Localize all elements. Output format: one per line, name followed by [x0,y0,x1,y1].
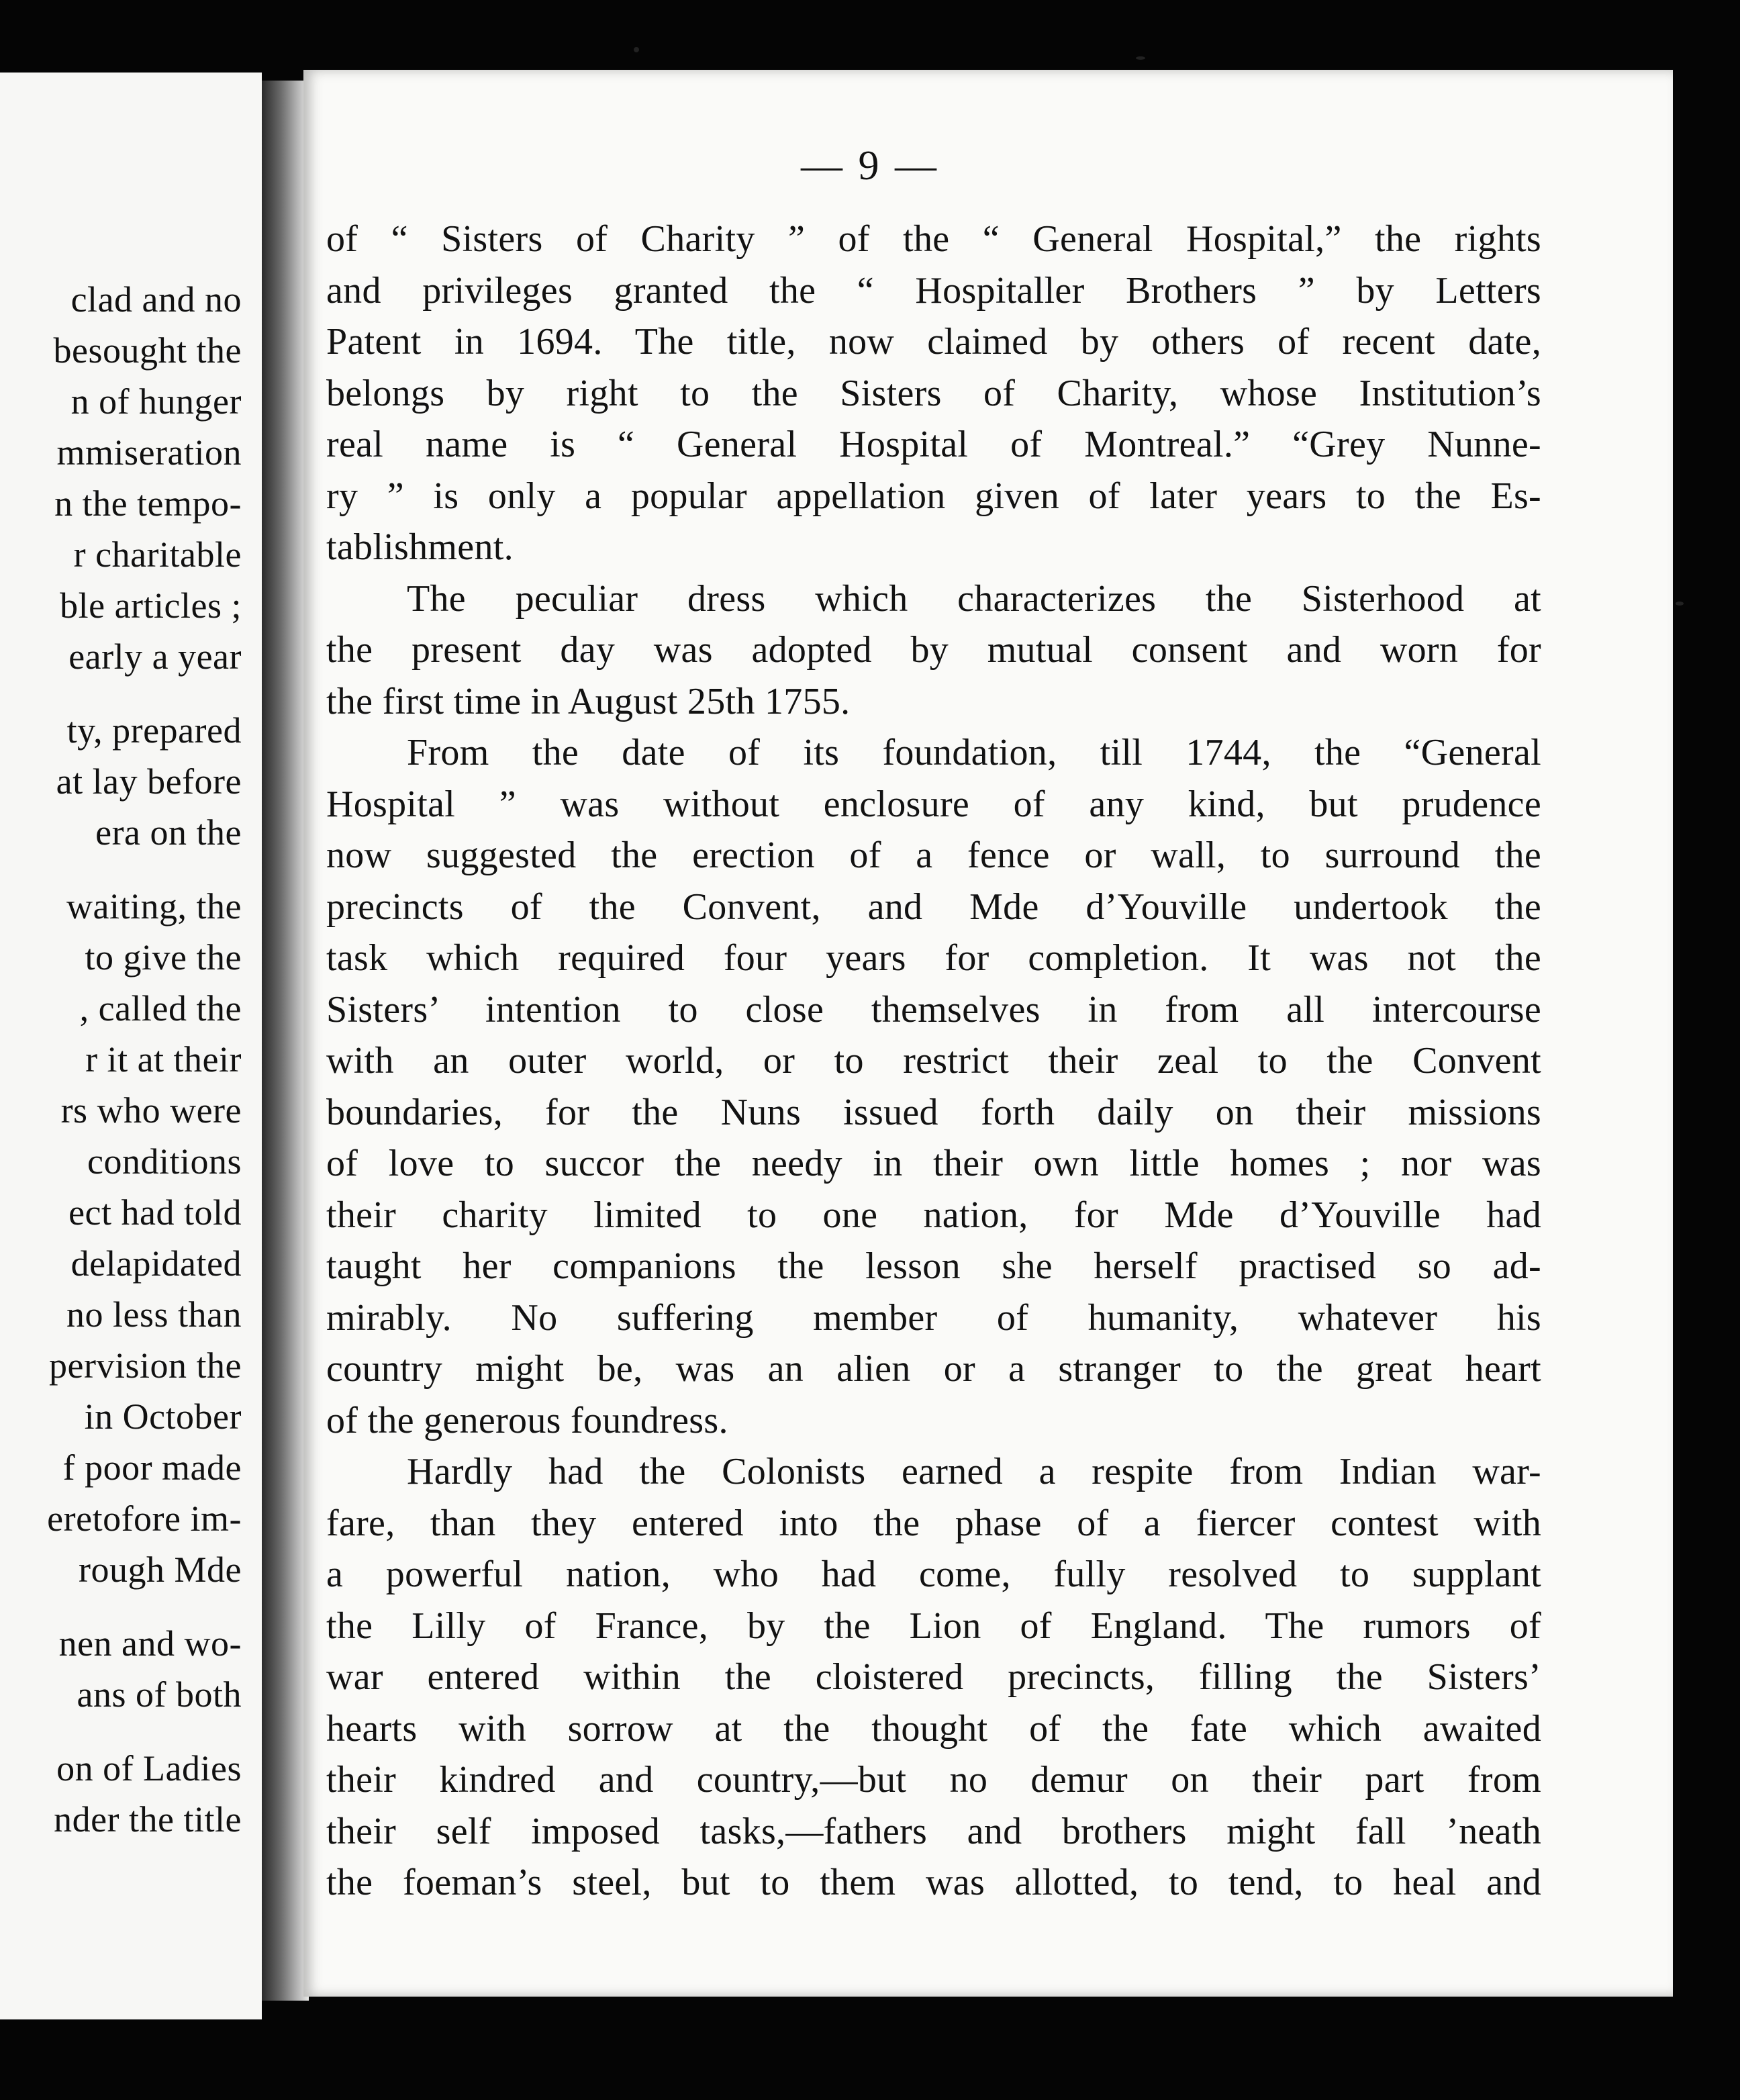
text-line: From the date of its foundation, till 1744, the “General [407,732,1541,773]
previous-page [0,73,262,2019]
text-line: belongs by right to the Sisters of Charity, whose Institution’s [326,372,1541,414]
book-gutter [262,81,309,2001]
previous-page-line: pervision the [49,1345,242,1386]
text-line: The peculiar dress which characterizes the Sisterhood at [407,577,1541,620]
text-line: now suggested the erection of a fence or wall, to surround the [326,834,1541,876]
text-line: task which required four years for completion. It was not the [326,937,1541,979]
text-line: of “ Sisters of Charity ” of the “ General Hospital,” the rights [326,218,1541,260]
previous-page-line: delapidated [70,1243,242,1284]
previous-page-line: to give the [85,937,242,977]
text-line: fare, than they entered into the phase of a fiercer contest with [326,1502,1541,1544]
text-line: the first time in August 25th 1755. [326,680,851,722]
paragraph [326,213,1541,573]
text-line: of love to succor the needy in their own little homes ; nor was [326,1143,1541,1184]
text-line: Hardly had the Colonists earned a respite from Indian war- [407,1451,1541,1492]
previous-page-line: conditions [87,1141,242,1182]
text-line: the Lilly of France, by the Lion of England. The rumors of [326,1605,1541,1647]
previous-page-line: early a year [68,636,242,677]
previous-page-line: eretofore im- [47,1498,242,1539]
previous-page-line: f poor made [62,1447,242,1488]
page-number: — 9 — [801,143,939,189]
previous-page-line: besought the [53,330,242,371]
text-line: the foeman’s steel, but to them was allotted, to tend, to heal and [326,1862,1541,1903]
text-line: Sisters’ intention to close themselves in from all intercourse [326,988,1541,1031]
text-line: boundaries, for the Nuns issued forth daily on their missions [326,1091,1541,1133]
previous-page-line: nder the title [54,1799,242,1840]
previous-page-line: ans of both [77,1674,242,1715]
text-line: their kindred and country,—but no demur on their part from [326,1759,1541,1801]
previous-page-line: waiting, the [66,886,242,926]
previous-page-line: mmiseration [56,432,242,473]
paragraph [326,573,1541,728]
text-line: the present day was adopted by mutual consent and worn for [326,629,1541,671]
previous-page-line: no less than [66,1294,242,1335]
text-line: hearts with sorrow at the thought of the fate which awaited [326,1707,1541,1750]
paragraph [326,1446,1541,1909]
text-line: ry ” is only a popular appellation given of later years to the Es- [326,475,1541,517]
previous-page-line: r charitable [73,534,242,575]
scan-speck [634,47,639,52]
text-line: mirably. No suffering member of humanity, whatever his [326,1296,1541,1339]
previous-page-line: at lay before [56,761,242,802]
text-line: and privileges granted the “ Hospitaller Brothers ” by Letters [326,269,1541,312]
paragraph [326,727,1541,1446]
scan-speck [1676,602,1684,606]
previous-page-line: ect had told [68,1192,242,1233]
text-line: with an outer world, or to restrict their zeal to the Convent [326,1040,1541,1082]
previous-page-line: r it at their [85,1039,242,1080]
previous-page-line: era on the [95,812,242,853]
text-line: precincts of the Convent, and Mde d’Youville undertook the [326,886,1541,928]
previous-page-line: rough Mde [79,1549,242,1590]
previous-page-line: n of hunger [70,381,242,422]
previous-page-line: n the tempo- [54,483,242,524]
text-line: their self imposed tasks,—fathers and brothers might fall ’neath [326,1810,1541,1852]
text-line: taught her companions the lesson she herself practised so ad- [326,1245,1541,1287]
text-line: Patent in 1694. The title, now claimed by others of recent date, [326,321,1541,363]
previous-page-line: ty, prepared [66,710,242,751]
text-line: tablishment. [326,526,514,568]
text-line: real name is “ General Hospital of Montreal.” “Grey Nunne- [326,424,1541,465]
previous-page-line: nen and wo- [58,1623,242,1664]
text-line: war entered within the cloistered precincts, filling the Sisters’ [326,1656,1541,1698]
previous-page-line: in October [84,1396,242,1437]
previous-page-line: clad and no [70,279,242,320]
scan-speck [1136,56,1145,60]
text-line: of the generous foundress. [326,1399,728,1441]
text-line: country might be, was an alien or a stranger to the great heart [326,1348,1541,1390]
previous-page-line: ble articles ; [60,585,242,626]
previous-page-line: rs who were [60,1090,242,1131]
text-line: a powerful nation, who had come, fully resolved to supplant [326,1554,1541,1595]
previous-page-line: , called the [79,988,242,1029]
text-line: their charity limited to one nation, for Mde d’Youville had [326,1194,1541,1236]
page-body-text [326,213,1541,1909]
text-line: Hospital ” was without enclosure of any kind, but prudence [326,783,1541,825]
previous-page-line: on of Ladies [56,1748,242,1788]
